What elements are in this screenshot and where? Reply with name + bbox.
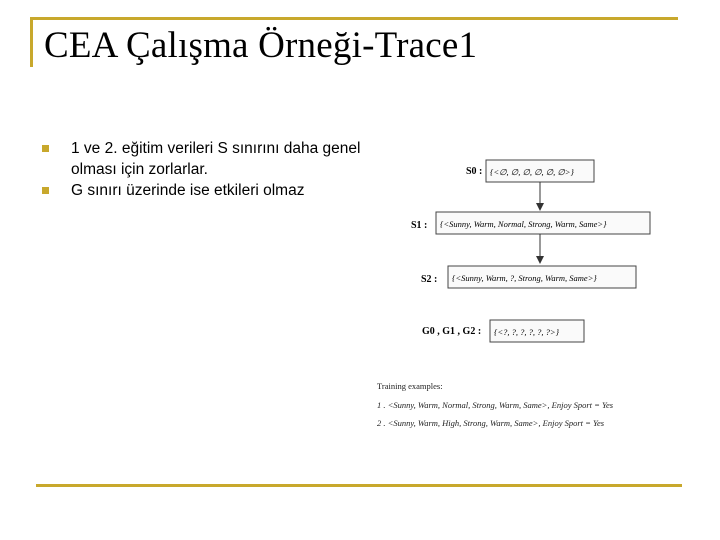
bullet-text: G sınırı üzerinde ise etkileri olmaz [71,182,305,199]
left-rule [30,17,33,67]
s1-label: S1 : [411,220,428,231]
bullet-square-icon [42,145,49,152]
bullet-square-icon [42,187,49,194]
bullet-item [40,180,380,201]
s1-value: {<Sunny, Warm, Normal, Strong, Warm, Same>} [440,219,607,229]
g-label: G0 , G1 , G2 : [422,326,482,337]
arrow-head-icon [536,256,544,264]
bullet-list [40,138,380,201]
s0-value: {<∅, ∅, ∅, ∅, ∅, ∅>} [490,167,574,177]
arrow-head-icon [536,203,544,211]
training-example: 2 . <Sunny, Warm, High, Strong, Warm, Same>, Enjoy Sport = Yes [377,418,605,428]
g-value: {<?, ?, ?, ?, ?, ?>} [494,327,560,337]
training-header: Training examples: [377,381,443,391]
s2-value: {<Sunny, Warm, ?, Strong, Warm, Same>} [452,273,597,283]
s0-label: S0 : [466,166,483,177]
top-rule [30,17,678,20]
training-example: 1 . <Sunny, Warm, Normal, Strong, Warm, Same>, Enjoy Sport = Yes [377,400,614,410]
bullet-text: 1 ve 2. eğitim verileri S sınırını daha genel olması için zorlarlar. [71,140,361,178]
bullet-item [40,138,380,180]
s2-label: S2 : [421,274,438,285]
version-space-diagram [370,150,690,440]
bottom-rule [36,484,682,487]
slide-title: CEA Çalışma Örneği-Trace1 [44,25,478,66]
